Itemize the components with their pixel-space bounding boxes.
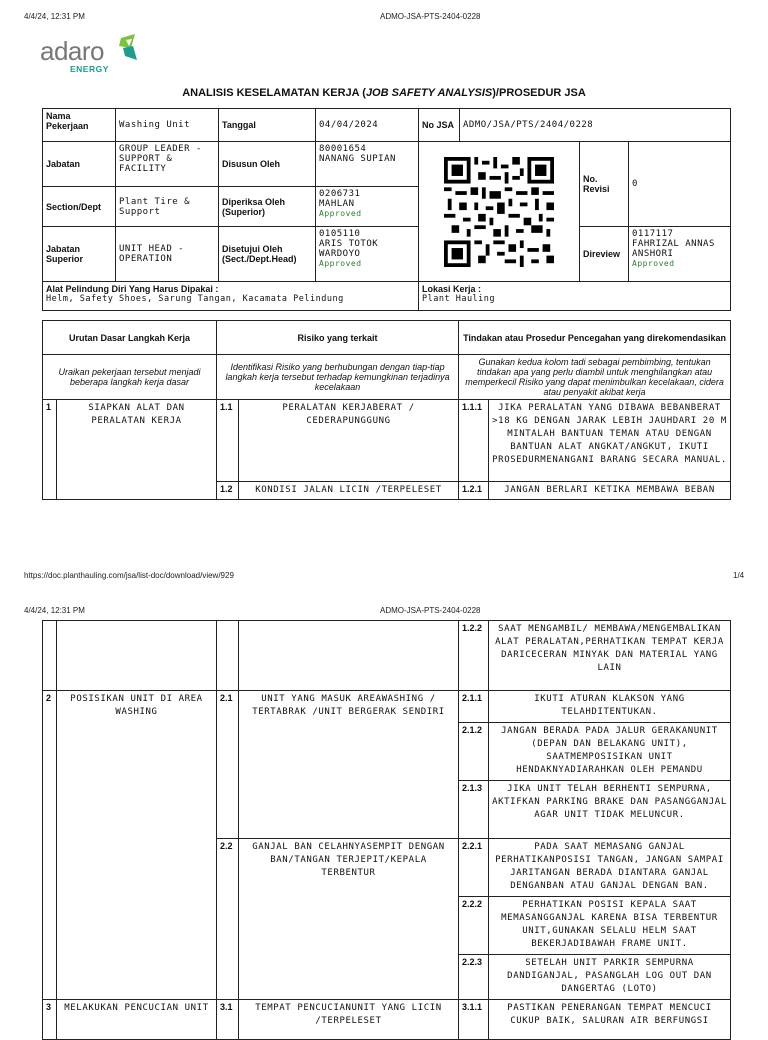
step-text: POSISIKAN UNIT DI AREA WASHING	[57, 691, 217, 1000]
label-no-revisi: No. Revisi	[580, 142, 629, 227]
action-number: 1.2.2	[459, 621, 489, 691]
action-text: JIKA PERALATAN YANG DIBAWA BEBANBERAT >18 KG DENGAN JARAK LEBIH JAUHDARI 20 M MINTALAH BANTUAN TEMAN ATAU DENGAN BANTUAN ALAT ANGKAT/ANGKUT, IKUTI PROSEDURMENANGANI BARANG SECARA MANUAL.	[489, 400, 731, 482]
label-no-jsa: No JSA	[419, 109, 460, 142]
step-number: 3	[43, 1000, 57, 1040]
risk-text: UNIT YANG MASUK AREAWASHING / TERTABRAK /UNIT BERGERAK SENDIRI	[239, 691, 459, 839]
value-disusun: 80001654 NANANG SUPIAN	[316, 142, 419, 187]
label-direview: Direview	[580, 227, 629, 282]
jsa-steps-table	[42, 320, 731, 500]
action-text: JANGAN BERLARI KETIKA MEMBAWA BEBAN	[489, 482, 731, 500]
approved-badge: Approved	[632, 259, 675, 268]
document-title: ANALISIS KESELAMATAN KERJA (JOB SAFETY ANALYSIS)/PROSEDUR JSA	[182, 87, 586, 99]
jsa-info-table	[42, 108, 731, 311]
column-header-tindakan: Tindakan atau Prosedur Pencegahan yang direkomendasikan	[459, 321, 731, 355]
value-direview: 0117117 FAHRIZAL ANNAS ANSHORI Approved	[629, 227, 731, 282]
value-disetujui: 0105110 ARIS TOTOK WARDOYO Approved	[316, 227, 419, 282]
action-number: 3.1.1	[459, 1000, 489, 1040]
risk-number: 1.2	[217, 482, 239, 500]
print-doc-code: ADMO-JSA-PTS-2404-0228	[380, 12, 481, 21]
risk-text: TEMPAT PENCUCIANUNIT YANG LICIN /TERPELESET	[239, 1000, 459, 1040]
footer-page-number: 1/4	[733, 571, 745, 580]
label-jabatan: Jabatan	[43, 142, 116, 187]
lokasi-cell: Lokasi Kerja : Plant Hauling	[419, 282, 731, 311]
column-desc-langkah: Uraikan pekerjaan tersebut menjadi beberapa langkah kerja dasar	[43, 355, 217, 400]
label-nama-pekerjaan: Nama Pekerjaan	[43, 109, 116, 142]
column-header-risiko: Risiko yang terkait	[217, 321, 459, 355]
step-text: SIAPKAN ALAT DAN PERALATAN KERJA	[57, 400, 217, 500]
qr-code-icon	[444, 157, 554, 267]
action-number: 2.1.1	[459, 691, 489, 723]
value-no-revisi: 0	[629, 142, 731, 227]
action-number: 2.1.3	[459, 781, 489, 839]
label-disusun: Disusun Oleh	[219, 142, 316, 187]
label-section: Section/Dept	[43, 187, 116, 227]
risk-number: 2.2	[217, 839, 239, 1000]
action-number: 2.2.3	[459, 955, 489, 1000]
risk-text: GANJAL BAN CELAHNYASEMPIT DENGAN BAN/TANGAN TERJEPIT/KEPALA TERBENTUR	[239, 839, 459, 1000]
action-text: PERHATIKAN POSISI KEPALA SAAT MEMASANGGANJAL KARENA BISA TERBENTUR UNIT,GUNAKAN SELALU HELM SAAT BEKERJADIBAWAH FRAME UNIT.	[489, 897, 731, 955]
risk-number: 2.1	[217, 691, 239, 839]
approved-badge: Approved	[319, 259, 362, 268]
action-text: IKUTI ATURAN KLAKSON YANG TELAHDITENTUKAN.	[489, 691, 731, 723]
step-number: 1	[43, 400, 57, 500]
approved-badge: Approved	[319, 209, 362, 218]
action-text: SAAT MENGAMBIL/ MEMBAWA/MENGEMBALIKAN ALAT PERALATAN,PERHATIKAN TEMPAT KERJA DARICECERAN MINYAK DAN MATERIAL YANG LAIN	[489, 621, 731, 691]
risk-text: PERALATAN KERJABERAT / CEDERAPUNGGUNG	[239, 400, 459, 482]
value-section: Plant Tire & Support	[116, 187, 219, 227]
apd-cell: Alat Pelindung Diri Yang Harus Dipakai : Helm, Safety Shoes, Sarung Tangan, Kacamata Pelindung	[43, 282, 419, 311]
label-diperiksa: Diperiksa Oleh (Superior)	[219, 187, 316, 227]
column-header-langkah: Urutan Dasar Langkah Kerja	[43, 321, 217, 355]
value-jabatan-superior: UNIT HEAD - OPERATION	[116, 227, 219, 282]
print-datetime: 4/4/24, 12:31 PM	[24, 606, 85, 615]
step-number: 2	[43, 691, 57, 1000]
action-text: PASTIKAN PENERANGAN TEMPAT MENCUCI CUKUP BAIK, SALURAN AIR BERFUNGSI	[489, 1000, 731, 1040]
column-desc-tindakan: Gunakan kedua kolom tadi sebagai pembimbing, tentukan tindakan apa yang perlu diambil untuk menghilangkan atau memperkecil Risiko yang dapat menimbulkan kecelakaan, cidera atau penyakit akibat kerja	[459, 355, 731, 400]
qr-code-cell	[419, 142, 580, 282]
column-desc-risiko: Identifikasi Risiko yang berhubungan dengan tiap-tiap langkah kerja tersebut terhadap kemungkinan terjadinya kecelakaan	[217, 355, 459, 400]
adaro-leaf-icon	[117, 34, 139, 62]
value-jabatan: GROUP LEADER - SUPPORT & FACILITY	[116, 142, 219, 187]
value-diperiksa: 0206731 MAHLAN Approved	[316, 187, 419, 227]
value-nama-pekerjaan: Washing Unit	[116, 109, 219, 142]
risk-number: 3.1	[217, 1000, 239, 1040]
print-doc-code: ADMO-JSA-PTS-2404-0228	[380, 606, 481, 615]
footer-url: https://doc.planthauling.com/jsa/list-doc/download/view/929	[24, 571, 234, 580]
action-text: PADA SAAT MEMASANG GANJAL PERHATIKANPOSISI TANGAN, JANGAN SAMPAI JARITANGAN BERADA DIANTARA GANJAL DENGANBAN ATAU GANJAL DENGAN BAN.	[489, 839, 731, 897]
action-number: 2.2.1	[459, 839, 489, 897]
print-datetime: 4/4/24, 12:31 PM	[24, 12, 85, 21]
risk-text: KONDISI JALAN LICIN /TERPELESET	[239, 482, 459, 500]
label-tanggal: Tanggal	[219, 109, 316, 142]
action-number: 2.2.2	[459, 897, 489, 955]
label-disetujui: Disetujui Oleh (Sect./Dept.Head)	[219, 227, 316, 282]
adaro-logo: adaro ENERGY	[40, 34, 150, 84]
action-text: JANGAN BERADA PADA JALUR GERAKANUNIT (DEPAN DAN BELAKANG UNIT), SAATMEMPOSISIKAN UNIT HENDAKNYADIARAHKAN OLEH PEMANDU	[489, 723, 731, 781]
action-number: 2.1.2	[459, 723, 489, 781]
value-no-jsa: ADMO/JSA/PTS/2404/0228	[460, 109, 731, 142]
step-text: MELAKUKAN PENCUCIAN UNIT	[57, 1000, 217, 1040]
jsa-steps-table-continued	[42, 620, 731, 1040]
label-jabatan-superior: Jabatan Superior	[43, 227, 116, 282]
action-number: 1.2.1	[459, 482, 489, 500]
action-text: JIKA UNIT TELAH BERHENTI SEMPURNA, AKTIFKAN PARKING BRAKE DAN PASANGGANJAL AGAR UNIT TIDAK MELUNCUR.	[489, 781, 731, 839]
risk-number: 1.1	[217, 400, 239, 482]
action-text: SETELAH UNIT PARKIR SEMPURNA DANDIGANJAL, PASANGLAH LOG OUT DAN DANGERTAG (LOTO)	[489, 955, 731, 1000]
action-number: 1.1.1	[459, 400, 489, 482]
value-tanggal: 04/04/2024	[316, 109, 419, 142]
